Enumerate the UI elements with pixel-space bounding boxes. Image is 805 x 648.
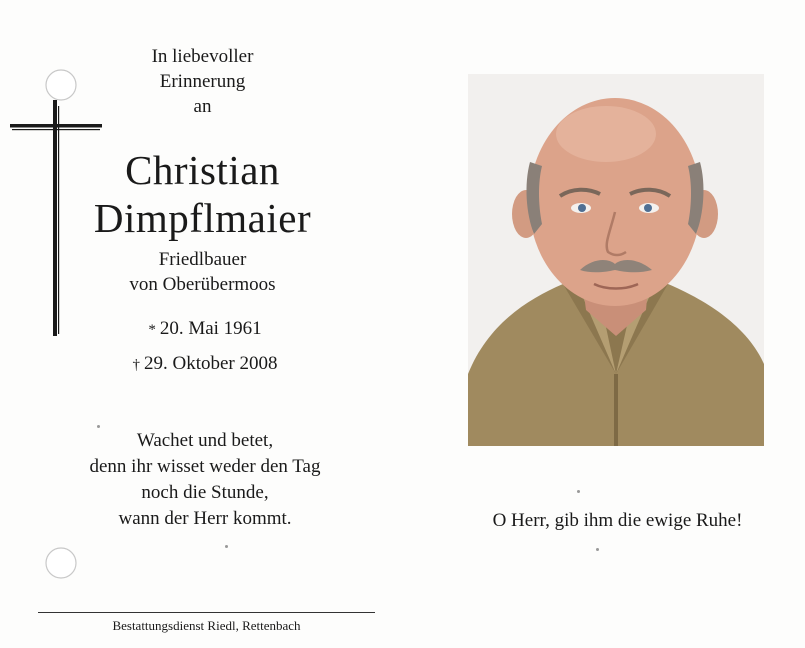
intro-line-2: Erinnerung	[159, 71, 246, 92]
verse-line-3: noch die Stunde,	[141, 482, 269, 503]
punch-hole-top	[44, 68, 78, 102]
intro-text	[100, 44, 305, 119]
death-cross-icon: †	[132, 357, 140, 373]
last-name: Dimpflmaier	[93, 195, 312, 241]
paper-speck	[596, 548, 599, 551]
paper-speck	[577, 490, 580, 493]
death-date: 29. Oktober 2008	[143, 353, 278, 374]
punch-hole-bottom	[44, 546, 78, 580]
farm-line-1: Friedlbauer	[158, 249, 247, 270]
death-date-row	[100, 347, 310, 382]
bible-verse	[50, 428, 360, 532]
prayer-text: O Herr, gib ihm die ewige Ruhe!	[492, 510, 743, 531]
portrait-photo	[468, 74, 764, 446]
funeral-home: Bestattungsdienst Riedl, Rettenbach	[112, 618, 301, 633]
intro-line-1: In liebevoller	[151, 46, 254, 67]
verse-line-2: denn ihr wisset weder den Tag	[89, 456, 321, 477]
birth-date-row	[100, 312, 310, 347]
verse-line-4: wann der Herr kommt.	[118, 508, 292, 529]
farm-line-2: von Oberübermoos	[129, 274, 276, 295]
birth-date: 20. Mai 1961	[159, 318, 262, 339]
intro-line-3: an	[193, 96, 212, 117]
footer-divider	[38, 612, 375, 613]
paper-speck	[225, 545, 228, 548]
birth-star-icon: *	[148, 322, 156, 338]
first-name: Christian	[125, 147, 280, 193]
verse-line-1: Wachet und betet,	[136, 430, 274, 451]
life-dates	[100, 312, 310, 382]
paper-speck	[97, 425, 100, 428]
farm-name	[90, 247, 315, 297]
deceased-name	[60, 146, 345, 242]
